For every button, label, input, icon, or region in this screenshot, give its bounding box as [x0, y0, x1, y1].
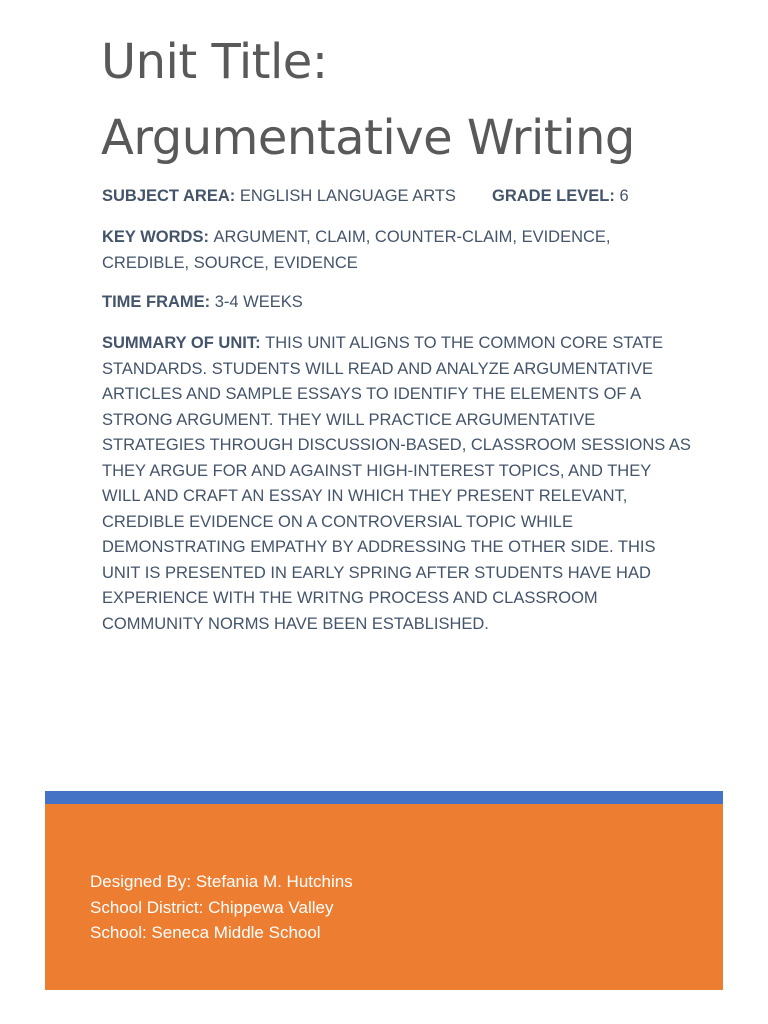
subject-area-label: SUBJECT AREA: [102, 187, 240, 205]
credits-text [90, 869, 353, 946]
key-words [102, 225, 702, 276]
key-words-value: ARGUMENT, CLAIM, COUNTER-CLAIM, EVIDENCE, CREDIBLE, SOURCE, EVIDENCE [102, 228, 611, 272]
unit-summary-text: THIS UNIT ALIGNS TO THE COMMON CORE STATE STANDARDS. STUDENTS WILL READ AND ANALYZE ARGUMENTATIVE ARTICLES AND SAMPLE ESSAYS TO IDENTIFY THE ELEMENTS OF A STRONG ARGUMENT. THEY WILL PRACTICE ARGUMENTATIVE STRATEGIES THROUGH DISCUSSION-BASED, CLASSROOM SESSIONS AS THEY ARGUE FOR AND AGAINST HIGH-INTEREST TOPICS, AND THEY WILL AND CRAFT AN ESSAY IN WHICH THEY PRESENT RELEVANT, CREDIBLE EVIDENCE ON A CONTROVERSIAL TOPIC WHILE DEMONSTRATING EMPATHY BY ADDRESSING THE OTHER SIDE. THIS UNIT IS PRESENTED IN EARLY SPRING AFTER STUDENTS HAVE HAD EXPERIENCE WITH THE WRITNG PROCESS AND CLASSROOM COMMUNITY NORMS HAVE BEEN ESTABLISHED. [102, 334, 691, 633]
subject-grade-row [102, 184, 702, 210]
school-name: School: Seneca Middle School [90, 923, 321, 942]
blue-accent-bar [45, 791, 723, 804]
time-frame-label: TIME FRAME: [102, 293, 215, 311]
unit-title-line-1: Unit Title: [101, 34, 328, 90]
grade-level [492, 184, 629, 210]
unit-summary [102, 331, 692, 637]
key-words-label: KEY WORDS: [102, 228, 214, 246]
unit-summary-label: SUMMARY OF UNIT: [102, 334, 266, 352]
subject-area [102, 187, 456, 205]
unit-title-line-2: Argumentative Writing [101, 110, 635, 166]
grade-level-value: 6 [619, 187, 629, 205]
school-district: School District: Chippewa Valley [90, 897, 334, 917]
time-frame-value: 3-4 WEEKS [214, 293, 303, 311]
subject-area-value: ENGLISH LANGUAGE ARTS [239, 187, 456, 205]
designer-credit: Designed By: Stefania M. Hutchins [90, 872, 353, 891]
unit-title [101, 24, 721, 176]
grade-level-label: GRADE LEVEL: [492, 187, 620, 205]
time-frame [102, 290, 702, 316]
